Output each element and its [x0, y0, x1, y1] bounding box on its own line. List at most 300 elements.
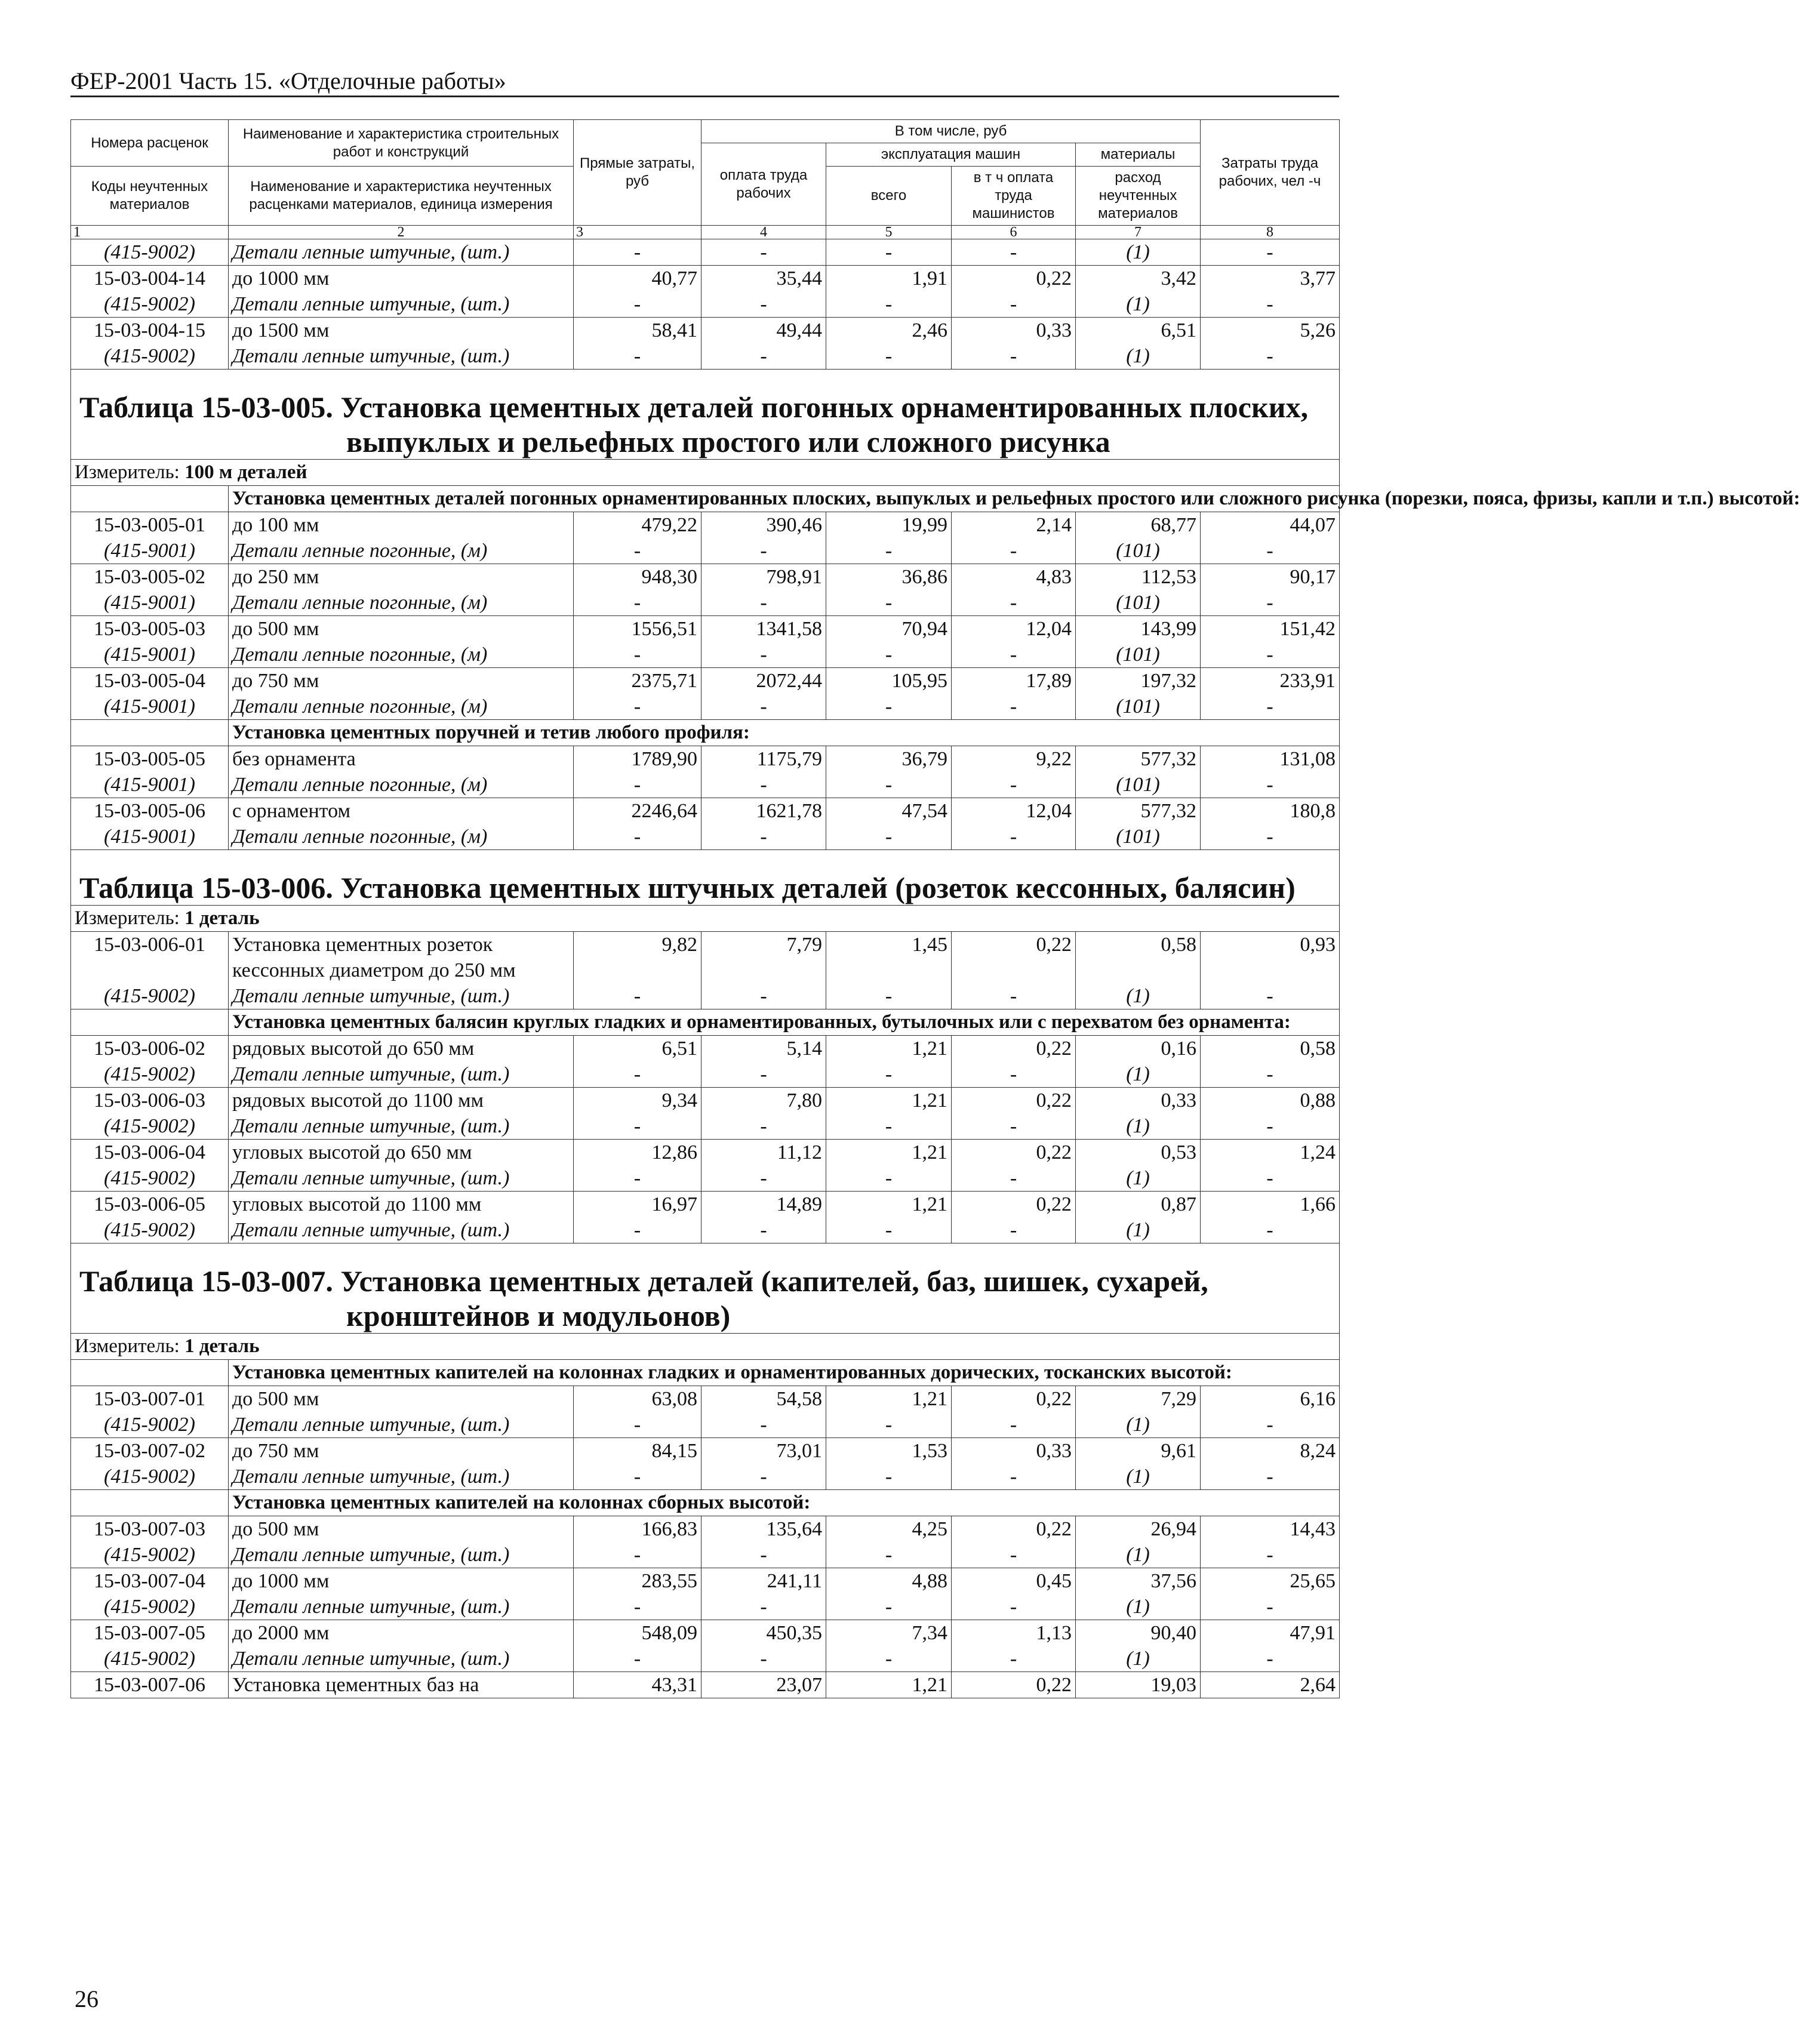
blank-cell	[71, 1009, 229, 1036]
col-num: 5	[826, 226, 952, 239]
value-v4: 54,58	[701, 1386, 826, 1412]
col-head-material-codes: Коды неучтенных материалов	[71, 167, 229, 226]
material-usage: (1)	[1076, 1646, 1201, 1672]
material-code: (415-9002)	[71, 239, 229, 266]
value-v7: 37,56	[1076, 1568, 1201, 1594]
meter-label: Измеритель:	[75, 1335, 180, 1357]
rate-code: 15-03-007-02	[71, 1438, 229, 1464]
value-v6: 0,45	[952, 1568, 1076, 1594]
col-head-operator-wages: в т ч оплата труда машинистов	[952, 167, 1076, 226]
material-name: Детали лепные штучные, (шт.)	[229, 1646, 574, 1672]
position-row	[71, 616, 1340, 642]
col-head-work-name: Наименование и характеристика строительных работ и конструкций	[229, 120, 574, 167]
value-v3: 548,09	[574, 1620, 701, 1646]
dash-cell: -	[574, 538, 701, 564]
material-code: (415-9001)	[71, 590, 229, 616]
value-v3: 166,83	[574, 1516, 701, 1543]
material-row	[71, 1412, 1340, 1438]
dash-cell: -	[826, 590, 952, 616]
value-v7: 0,33	[1076, 1088, 1201, 1114]
col-head-direct-costs: Прямые затраты, руб	[574, 120, 701, 226]
rate-code: 15-03-006-05	[71, 1192, 229, 1218]
dash-cell: -	[826, 983, 952, 1009]
value-v4: 73,01	[701, 1438, 826, 1464]
dash-cell: -	[952, 824, 1076, 850]
meter-value: 1 деталь	[184, 907, 260, 929]
dash-cell: -	[574, 1542, 701, 1568]
dash-cell: -	[1201, 1594, 1340, 1620]
page-number: 26	[75, 1985, 99, 2012]
value-v8: 3,77	[1201, 266, 1340, 292]
dash-cell: -	[574, 1594, 701, 1620]
dash-cell: -	[701, 694, 826, 720]
col-num: 8	[1201, 226, 1340, 239]
meter-value: 1 деталь	[184, 1335, 260, 1357]
material-usage: (1)	[1076, 1113, 1201, 1140]
value-v7: (1)	[1076, 239, 1201, 266]
material-name: Детали лепные штучные, (шт.)	[229, 343, 574, 370]
rates-table	[70, 119, 1800, 1698]
work-name: рядовых высотой до 1100 мм	[229, 1088, 574, 1114]
value-v6: -	[952, 239, 1076, 266]
value-v3: 2375,71	[574, 668, 701, 694]
dash-cell: -	[952, 983, 1076, 1009]
material-code: (415-9002)	[71, 1113, 229, 1140]
value-v7: 6,51	[1076, 318, 1201, 344]
value-v7: 0,87	[1076, 1192, 1201, 1218]
material-code: (415-9002)	[71, 1542, 229, 1568]
dash-cell: -	[1201, 694, 1340, 720]
value-v5: 70,94	[826, 616, 952, 642]
value-v5: 7,34	[826, 1620, 952, 1646]
material-row	[71, 590, 1340, 616]
value-v6: 2,14	[952, 512, 1076, 538]
material-usage: (101)	[1076, 590, 1201, 616]
value-v8: -	[1201, 343, 1340, 370]
value-v8: 2,64	[1201, 1672, 1340, 1698]
work-name: угловых высотой до 650 мм	[229, 1140, 574, 1166]
dash-cell: -	[574, 1412, 701, 1438]
material-row	[71, 1217, 1340, 1243]
material-usage: (101)	[1076, 642, 1201, 668]
blank-cell	[71, 486, 229, 512]
material-code: (415-9001)	[71, 694, 229, 720]
material-name: Детали лепные погонные, (м)	[229, 642, 574, 668]
material-name: Детали лепные штучные, (шт.)	[229, 1542, 574, 1568]
column-numbers-row	[71, 226, 1340, 239]
material-usage: (1)	[1076, 983, 1201, 1009]
dash-cell: -	[701, 1464, 826, 1490]
dash-cell: -	[952, 1061, 1076, 1088]
position-row	[71, 1672, 1340, 1698]
value-v4: 49,44	[701, 318, 826, 344]
material-name: Детали лепные штучные, (шт.)	[229, 983, 574, 1009]
material-name: Детали лепные погонные, (м)	[229, 824, 574, 850]
value-v5: 19,99	[826, 512, 952, 538]
value-v3: 6,51	[574, 1036, 701, 1062]
dash-cell: -	[574, 1113, 701, 1140]
value-v6: -	[952, 291, 1076, 318]
value-v8: 14,43	[1201, 1516, 1340, 1543]
value-v7: 577,32	[1076, 746, 1201, 772]
position-row	[71, 746, 1340, 772]
value-v8: 6,16	[1201, 1386, 1340, 1412]
dash-cell: -	[701, 1646, 826, 1672]
dash-cell: -	[1201, 983, 1340, 1009]
material-name: Детали лепные погонные, (м)	[229, 590, 574, 616]
value-v4: 2072,44	[701, 668, 826, 694]
work-name: до 750 мм	[229, 668, 574, 694]
material-code: (415-9002)	[71, 291, 229, 318]
value-v6: 0,22	[952, 1140, 1076, 1166]
blank-cell	[71, 1360, 229, 1386]
value-v6: 12,04	[952, 616, 1076, 642]
col-head-including: В том числе, руб	[701, 120, 1201, 143]
value-v6: 0,33	[952, 1438, 1076, 1464]
dash-cell: -	[1201, 772, 1340, 798]
value-v4: 390,46	[701, 512, 826, 538]
dash-cell: -	[701, 1542, 826, 1568]
material-name: Детали лепные штучные, (шт.)	[229, 1165, 574, 1192]
dash-cell: -	[1201, 1061, 1340, 1088]
material-code: (415-9002)	[71, 1061, 229, 1088]
meter-label: Измеритель:	[75, 907, 180, 929]
value-v6: 4,83	[952, 564, 1076, 590]
dash-cell: -	[952, 1594, 1076, 1620]
dash-cell: -	[1201, 1113, 1340, 1140]
work-name: до 100 мм	[229, 512, 574, 538]
value-v4: 7,79	[701, 932, 826, 958]
material-code: (415-9002)	[71, 1464, 229, 1490]
value-v5: 1,45	[826, 932, 952, 958]
position-row	[71, 1516, 1340, 1543]
value-v7: 7,29	[1076, 1386, 1201, 1412]
value-v7: 0,58	[1076, 932, 1201, 958]
rate-code: 15-03-004-14	[71, 266, 229, 292]
rate-code: 15-03-004-15	[71, 318, 229, 344]
value-v7: (1)	[1076, 343, 1201, 370]
material-name: Детали лепные штучные, (шт.)	[229, 1594, 574, 1620]
material-usage: (101)	[1076, 824, 1201, 850]
value-v7: 90,40	[1076, 1620, 1201, 1646]
dash-cell: -	[826, 1464, 952, 1490]
meter-row	[71, 906, 1340, 932]
dash-cell: -	[1201, 590, 1340, 616]
value-v6: 0,33	[952, 318, 1076, 344]
material-usage: (1)	[1076, 1464, 1201, 1490]
value-v7: 197,32	[1076, 668, 1201, 694]
dash-cell: -	[826, 1412, 952, 1438]
value-v6: 0,22	[952, 1036, 1076, 1062]
position-row	[71, 1192, 1340, 1218]
col-num: 7	[1076, 226, 1201, 239]
work-name: до 250 мм	[229, 564, 574, 590]
table-title	[71, 850, 1340, 906]
blank-cell	[952, 958, 1076, 983]
position-row	[71, 266, 1340, 292]
dash-cell: -	[826, 642, 952, 668]
value-v4: -	[701, 239, 826, 266]
meter-row	[71, 1334, 1340, 1360]
blank-cell	[71, 720, 229, 746]
dash-cell: -	[701, 1594, 826, 1620]
rate-code: 15-03-005-02	[71, 564, 229, 590]
material-code: (415-9002)	[71, 983, 229, 1009]
dash-cell: -	[826, 694, 952, 720]
material-name: Детали лепные штучные, (шт.)	[229, 1217, 574, 1243]
value-v6: 0,22	[952, 932, 1076, 958]
value-v8: 44,07	[1201, 512, 1340, 538]
dash-cell: -	[701, 642, 826, 668]
material-usage: (1)	[1076, 1594, 1201, 1620]
dash-cell: -	[574, 983, 701, 1009]
value-v8: 1,24	[1201, 1140, 1340, 1166]
value-v6: 0,22	[952, 1088, 1076, 1114]
value-v4: 135,64	[701, 1516, 826, 1543]
col-num: 2	[229, 226, 574, 239]
table-title	[71, 1243, 1340, 1334]
col-head-machines: эксплуатация машин	[826, 143, 1076, 167]
group-header-row	[71, 1360, 1340, 1386]
blank-cell	[1076, 958, 1201, 983]
dash-cell: -	[826, 1113, 952, 1140]
value-v8: 0,58	[1201, 1036, 1340, 1062]
value-v8: 0,93	[1201, 932, 1340, 958]
value-v7: 9,61	[1076, 1438, 1201, 1464]
work-name: Установка цементных баз на	[229, 1672, 574, 1698]
work-name: Установка цементных розеток	[229, 932, 574, 958]
value-v8: -	[1201, 239, 1340, 266]
dash-cell: -	[826, 1061, 952, 1088]
group-header-row	[71, 486, 1340, 512]
position-row	[71, 1386, 1340, 1412]
value-v3: -	[574, 343, 701, 370]
dash-cell: -	[952, 1412, 1076, 1438]
table-title-line: выпуклых и рельефных простого или сложного рисунка	[346, 425, 1110, 458]
meter-row	[71, 460, 1340, 486]
col-head-rate-number: Номера расценок	[71, 120, 229, 167]
value-v8: -	[1201, 291, 1340, 318]
material-usage: (101)	[1076, 772, 1201, 798]
value-v7: 112,53	[1076, 564, 1201, 590]
material-name: Детали лепные штучные, (шт.)	[229, 291, 574, 318]
blank-cell	[1201, 958, 1340, 983]
rate-code: 15-03-005-01	[71, 512, 229, 538]
dash-cell: -	[1201, 1412, 1340, 1438]
blank-cell	[574, 958, 701, 983]
header-rule	[70, 96, 1339, 97]
position-row	[71, 1036, 1340, 1062]
position-row	[71, 932, 1340, 958]
dash-cell: -	[574, 1464, 701, 1490]
value-v6: 0,22	[952, 266, 1076, 292]
work-name: с орнаментом	[229, 798, 574, 824]
value-v8: 180,8	[1201, 798, 1340, 824]
material-code: (415-9002)	[71, 1165, 229, 1192]
table-title-line: Таблица 15-03-007. Установка цементных деталей (капителей, баз, шишек, сухарей,	[79, 1264, 1208, 1298]
work-name: до 500 мм	[229, 1516, 574, 1543]
value-v5: 1,21	[826, 1036, 952, 1062]
table-title-line: Таблица 15-03-005. Установка цементных деталей погонных орнаментированных плоских,	[79, 390, 1309, 424]
col-head-material-usage: расход неучтенных материалов	[1076, 167, 1201, 226]
value-v8: 131,08	[1201, 746, 1340, 772]
material-name: Детали лепные погонные, (м)	[229, 694, 574, 720]
value-v7: 0,16	[1076, 1036, 1201, 1062]
value-v7: 19,03	[1076, 1672, 1201, 1698]
material-name: Детали лепные погонные, (м)	[229, 538, 574, 564]
position-row	[71, 798, 1340, 824]
dash-cell: -	[1201, 1165, 1340, 1192]
dash-cell: -	[701, 824, 826, 850]
dash-cell: -	[701, 1412, 826, 1438]
position-row	[71, 1568, 1340, 1594]
value-v6: 9,22	[952, 746, 1076, 772]
group-header: Установка цементных капителей на колоннах сборных высотой:	[229, 1490, 1340, 1516]
value-v3: 9,82	[574, 932, 701, 958]
material-row	[71, 1464, 1340, 1490]
col-head-wages: оплата труда рабочих	[701, 143, 826, 226]
work-name: до 1000 мм	[229, 1568, 574, 1594]
material-row	[71, 642, 1340, 668]
value-v6: -	[952, 343, 1076, 370]
value-v5: -	[826, 239, 952, 266]
value-v3: 479,22	[574, 512, 701, 538]
group-header-row	[71, 1490, 1340, 1516]
value-v5: 1,53	[826, 1438, 952, 1464]
material-usage: (1)	[1076, 1165, 1201, 1192]
value-v6: 1,13	[952, 1620, 1076, 1646]
material-row	[71, 1542, 1340, 1568]
material-code: (415-9002)	[71, 1412, 229, 1438]
col-num: 4	[701, 226, 826, 239]
dash-cell: -	[952, 642, 1076, 668]
value-v7: (1)	[1076, 291, 1201, 318]
value-v3: 948,30	[574, 564, 701, 590]
value-v3: -	[574, 239, 701, 266]
position-row	[71, 564, 1340, 590]
value-v8: 8,24	[1201, 1438, 1340, 1464]
value-v8: 90,17	[1201, 564, 1340, 590]
value-v5: 105,95	[826, 668, 952, 694]
value-v4: 1621,78	[701, 798, 826, 824]
dash-cell: -	[1201, 1542, 1340, 1568]
group-header-row	[71, 720, 1340, 746]
work-name: угловых высотой до 1100 мм	[229, 1192, 574, 1218]
group-header: Установка цементных балясин круглых гладких и орнаментированных, бутылочных или с перехватом без орнамента:	[229, 1009, 1340, 1036]
material-usage: (101)	[1076, 538, 1201, 564]
value-v3: 9,34	[574, 1088, 701, 1114]
work-name-continued: кессонных диаметром до 250 мм	[229, 958, 574, 983]
rate-code: 15-03-006-03	[71, 1088, 229, 1114]
table-title-line: кронштейнов и модульонов)	[346, 1299, 731, 1332]
dash-cell: -	[574, 694, 701, 720]
col-num: 3	[574, 226, 701, 239]
col-head-labor: Затраты труда рабочих, чел -ч	[1201, 120, 1340, 226]
material-row	[71, 1061, 1340, 1088]
value-v3: 1789,90	[574, 746, 701, 772]
dash-cell: -	[1201, 1646, 1340, 1672]
rate-code: 15-03-005-04	[71, 668, 229, 694]
dash-cell: -	[701, 983, 826, 1009]
value-v3: 12,86	[574, 1140, 701, 1166]
value-v6: 0,22	[952, 1516, 1076, 1543]
material-code: (415-9002)	[71, 1594, 229, 1620]
material-usage: (1)	[1076, 1542, 1201, 1568]
position-row	[71, 512, 1340, 538]
value-v4: 450,35	[701, 1620, 826, 1646]
position-row	[71, 1620, 1340, 1646]
position-row	[71, 1438, 1340, 1464]
dash-cell: -	[826, 1542, 952, 1568]
dash-cell: -	[701, 538, 826, 564]
blank-cell	[71, 958, 229, 983]
meter	[71, 460, 1340, 486]
work-name: до 1000 мм	[229, 266, 574, 292]
rate-code: 15-03-005-06	[71, 798, 229, 824]
value-v7: 68,77	[1076, 512, 1201, 538]
work-name: без орнамента	[229, 746, 574, 772]
value-v5: 36,79	[826, 746, 952, 772]
rate-code: 15-03-007-03	[71, 1516, 229, 1543]
value-v4: 7,80	[701, 1088, 826, 1114]
dash-cell: -	[826, 824, 952, 850]
value-v3: 58,41	[574, 318, 701, 344]
material-row	[71, 824, 1340, 850]
table-title	[71, 370, 1340, 460]
dash-cell: -	[574, 1217, 701, 1243]
material-usage: (1)	[1076, 1217, 1201, 1243]
value-v4: 1175,79	[701, 746, 826, 772]
rate-code: 15-03-005-05	[71, 746, 229, 772]
value-v5: 1,21	[826, 1088, 952, 1114]
value-v8: 233,91	[1201, 668, 1340, 694]
group-header-row	[71, 1009, 1340, 1036]
material-row	[71, 1594, 1340, 1620]
dash-cell: -	[701, 1165, 826, 1192]
value-v8: 47,91	[1201, 1620, 1340, 1646]
dash-cell: -	[952, 1646, 1076, 1672]
col-head-materials: материалы	[1076, 143, 1201, 167]
value-v5: 47,54	[826, 798, 952, 824]
value-v8: 151,42	[1201, 616, 1340, 642]
work-name: до 500 мм	[229, 1386, 574, 1412]
material-row	[71, 291, 1340, 318]
position-row	[71, 1140, 1340, 1166]
value-v5: 1,91	[826, 266, 952, 292]
rate-code: 15-03-006-02	[71, 1036, 229, 1062]
material-row	[71, 538, 1340, 564]
dash-cell: -	[952, 772, 1076, 798]
dash-cell: -	[952, 1217, 1076, 1243]
dash-cell: -	[826, 1165, 952, 1192]
col-head-material-names: Наименование и характеристика неучтенных расценками материалов, единица измерения	[229, 167, 574, 226]
value-v7: 143,99	[1076, 616, 1201, 642]
dash-cell: -	[701, 1061, 826, 1088]
work-name: до 1500 мм	[229, 318, 574, 344]
blank-cell	[826, 958, 952, 983]
dash-cell: -	[1201, 1217, 1340, 1243]
material-name: Детали лепные штучные, (шт.)	[229, 1464, 574, 1490]
value-v4: 14,89	[701, 1192, 826, 1218]
dash-cell: -	[952, 1113, 1076, 1140]
col-head-machines-total: всего	[826, 167, 952, 226]
material-name: Детали лепные погонные, (м)	[229, 772, 574, 798]
value-v3: 63,08	[574, 1386, 701, 1412]
value-v8: 1,66	[1201, 1192, 1340, 1218]
position-row-continued	[71, 958, 1340, 983]
value-v3: 43,31	[574, 1672, 701, 1698]
value-v5: 1,21	[826, 1672, 952, 1698]
